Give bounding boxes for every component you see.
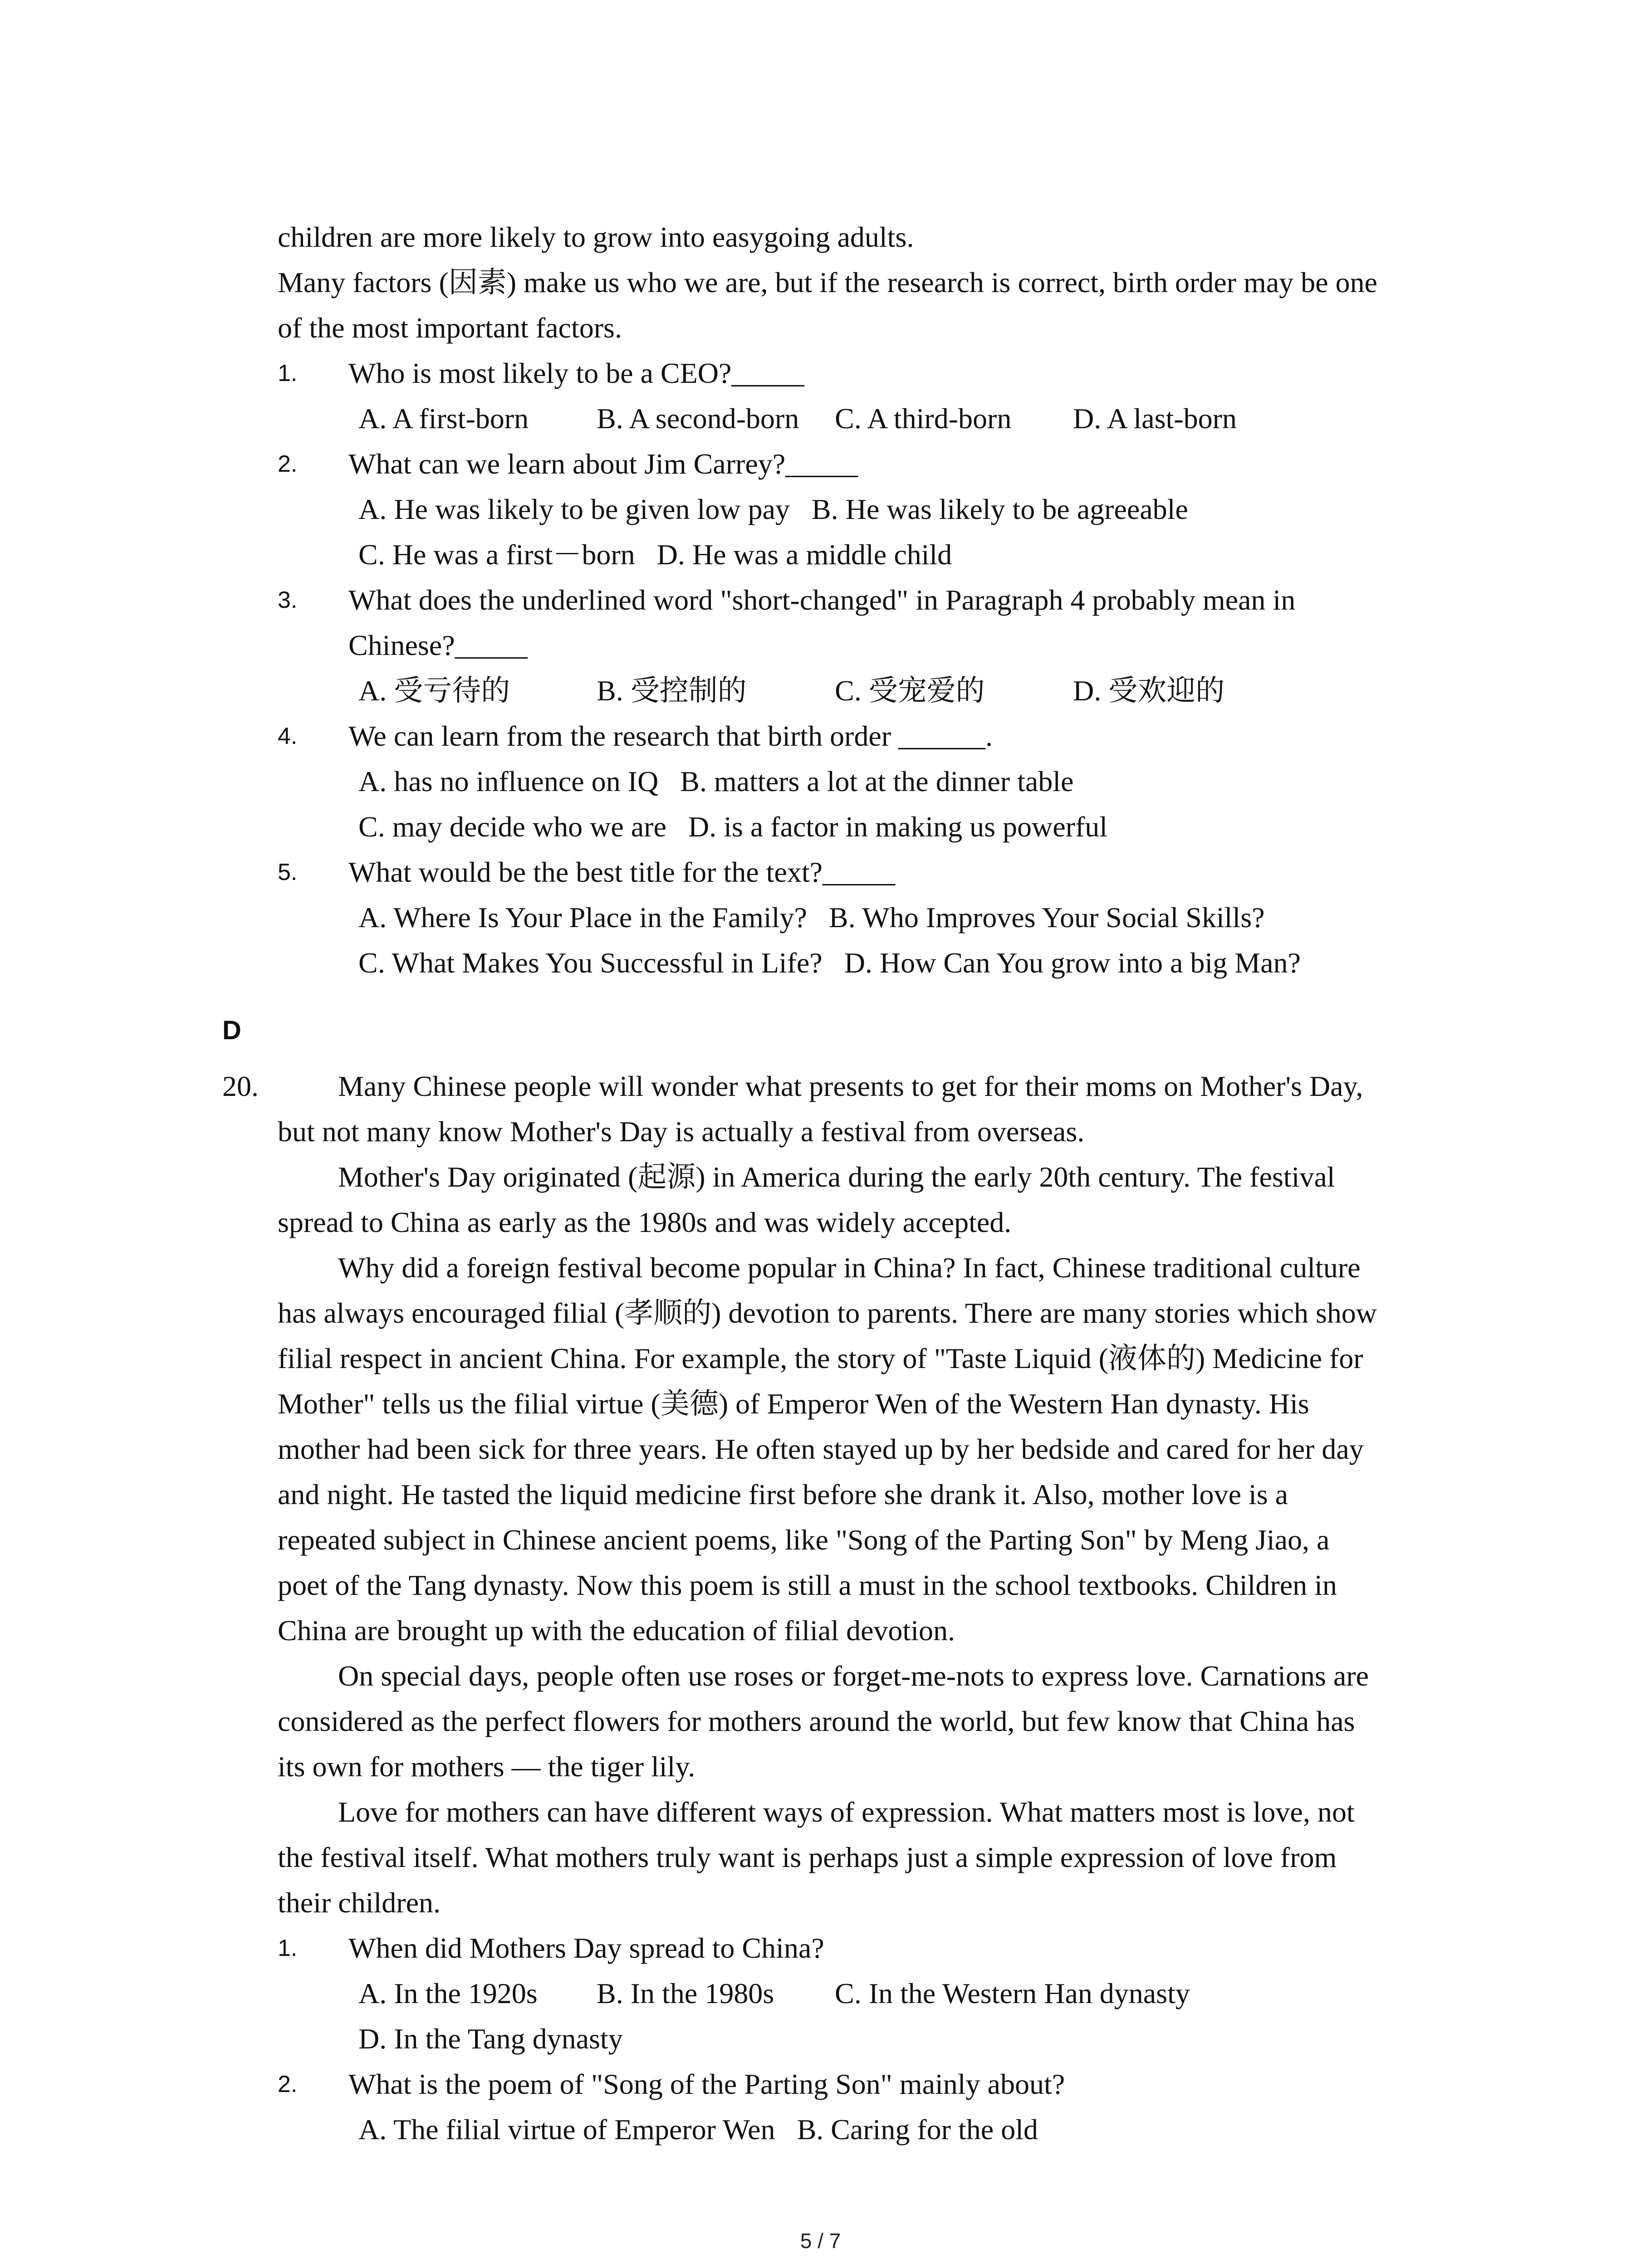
option-b: B. matters a lot at the dinner table xyxy=(680,765,1074,797)
item-number: 20. xyxy=(222,1070,259,1102)
option-d: D. A last-born xyxy=(1073,402,1237,435)
question-options xyxy=(358,940,1301,986)
passage-line: Mother's Day originated (起源) in America during the early 20th century. The festival xyxy=(338,1161,1335,1193)
option-a: A. He was likely to be given low pay xyxy=(358,493,790,525)
question-stem: What is the poem of "Song of the Parting Son" mainly about? xyxy=(348,2068,1065,2100)
question-number: 1. xyxy=(278,360,298,386)
question-options xyxy=(358,759,1073,804)
option-a: A. Where Is Your Place in the Family? xyxy=(358,901,807,934)
passage-line: the festival itself. What mothers truly want is perhaps just a simple expression of love from xyxy=(278,1841,1337,1873)
option-c: C. 受宠爱的 xyxy=(835,675,985,707)
question-options xyxy=(358,487,1188,532)
passage-line: and night. He tasted the liquid medicine first before she drank it. Also, mother love is a xyxy=(278,1478,1288,1510)
option-b: B. A second-born xyxy=(597,402,799,435)
option-c: C. What Makes You Successful in Life? xyxy=(358,947,823,979)
option-d: D. is a factor in making us powerful xyxy=(688,811,1108,843)
passage-line: has always encouraged filial (孝顺的) devotion to parents. There are many stories which show xyxy=(278,1297,1377,1329)
question-stem: When did Mothers Day spread to China? xyxy=(348,1932,824,1964)
question-number: 3. xyxy=(278,587,298,613)
question-number: 4. xyxy=(278,723,298,749)
passage-line: China are brought up with the education of filial devotion. xyxy=(278,1614,955,1647)
question-stem: Who is most likely to be a CEO?_____ xyxy=(348,357,804,389)
passage-line: considered as the perfect flowers for mothers around the world, but few know that China has xyxy=(278,1705,1355,1737)
option-c: C. A third-born xyxy=(835,402,1012,435)
passage-line: of the most important factors. xyxy=(278,312,622,344)
passage-line: its own for mothers — the tiger lily. xyxy=(278,1750,696,1783)
option-d: D. In the Tang dynasty xyxy=(358,2023,623,2055)
question-stem: We can learn from the research that birth order ______. xyxy=(348,720,993,752)
option-a: A. 受亏待的 xyxy=(358,675,510,707)
passage-line: Many Chinese people will wonder what presents to get for their moms on Mother's Day, xyxy=(338,1070,1363,1102)
question-stem: What would be the best title for the text?_____ xyxy=(348,856,895,888)
option-b: B. Who Improves Your Social Skills? xyxy=(828,901,1265,934)
question-options xyxy=(358,2016,623,2062)
option-b: B. 受控制的 xyxy=(597,675,747,707)
passage-line: On special days, people often use roses or forget-me-nots to express love. Carnations are xyxy=(338,1660,1369,1692)
passage-line: Why did a foreign festival become popular in China? In fact, Chinese traditional culture xyxy=(338,1251,1361,1284)
passage-line: Love for mothers can have different ways of expression. What matters most is love, not xyxy=(338,1796,1355,1828)
option-d: D. How Can You grow into a big Man? xyxy=(844,947,1301,979)
option-d: D. 受欢迎的 xyxy=(1073,675,1225,707)
passage-line: Mother" tells us the filial virtue (美德) of Emperor Wen of the Western Han dynasty. His xyxy=(278,1388,1309,1420)
question-stem: What does the underlined word "short-changed" in Paragraph 4 probably mean in xyxy=(348,584,1296,616)
question-options xyxy=(358,396,1237,441)
question-options xyxy=(358,804,1107,850)
question-options xyxy=(358,1971,1190,2016)
option-a: A. has no influence on IQ xyxy=(358,765,659,797)
passage-line: repeated subject in Chinese ancient poems, like "Song of the Parting Son" by Meng Jiao, a xyxy=(278,1524,1330,1556)
option-d: D. He was a middle child xyxy=(656,538,952,571)
question-options xyxy=(358,2107,1038,2152)
page-number: 5 / 7 xyxy=(800,2229,841,2253)
question-number: 1. xyxy=(278,1935,298,1961)
option-c: C. may decide who we are xyxy=(358,811,666,843)
option-a: A. A first-born xyxy=(358,402,529,435)
passage-line: Many factors (因素) make us who we are, but if the research is correct, birth order may be one xyxy=(278,266,1377,298)
question-options xyxy=(358,668,1225,714)
passage-line: filial respect in ancient China. For example, the story of "Taste Liquid (液体的) Medicine for xyxy=(278,1342,1363,1374)
option-a: A. In the 1920s xyxy=(358,1977,538,2009)
option-b: B. He was likely to be agreeable xyxy=(811,493,1188,525)
passage-line: their children. xyxy=(278,1887,441,1919)
passage-line: spread to China as early as the 1980s and was widely accepted. xyxy=(278,1206,1012,1238)
option-c: C. In the Western Han dynasty xyxy=(835,1977,1190,2009)
option-c: C. He was a first－born xyxy=(358,538,635,571)
question-number: 2. xyxy=(278,2071,298,2097)
question-number: 2. xyxy=(278,451,298,477)
option-a: A. The filial virtue of Emperor Wen xyxy=(358,2113,775,2146)
option-b: B. In the 1980s xyxy=(597,1977,774,2009)
question-number: 5. xyxy=(278,859,298,885)
question-options xyxy=(358,895,1265,940)
passage-line: children are more likely to grow into easygoing adults. xyxy=(278,221,914,253)
question-stem-continued: Chinese?_____ xyxy=(348,629,528,661)
passage-line: mother had been sick for three years. He often stayed up by her bedside and cared for her day xyxy=(278,1433,1364,1465)
passage-line: poet of the Tang dynasty. Now this poem is still a must in the school textbooks. Children in xyxy=(278,1569,1337,1601)
question-options xyxy=(358,532,952,577)
section-heading: D xyxy=(222,1016,241,1045)
passage-line: but not many know Mother's Day is actually a festival from overseas. xyxy=(278,1115,1085,1148)
question-stem: What can we learn about Jim Carrey?_____ xyxy=(348,448,858,480)
option-b: B. Caring for the old xyxy=(797,2113,1038,2146)
